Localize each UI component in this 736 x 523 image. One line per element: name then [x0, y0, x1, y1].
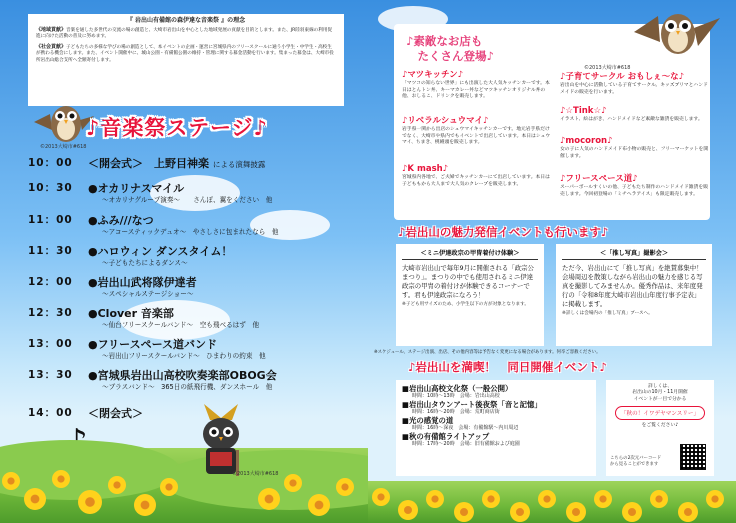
shop-name: ♪マツキッチン♪ [402, 70, 463, 80]
flower [24, 488, 46, 510]
schedule-time: 14：00 [28, 407, 73, 419]
shop-description: 「マツコの知らない世界」にも出演した大人気キッチンカーです。本日はとんトン丼、キーマカレー丼などマツキッチンオリジナル丼の他、おしるこ、ドリンクを販売します。 [402, 81, 550, 100]
monthly-badge: 「秋の！イワデヤマンスリー」 [615, 406, 705, 420]
shop-description: 宮城県内各地で、ご夫婦でキッチンカーにて出店しています。本日は子どももから大人まで大人気のクレープを販売します。 [402, 175, 550, 187]
flower [566, 502, 586, 522]
shop-name: ♪フリースペース道♪ [560, 174, 638, 184]
promo-text: 岩出山の10月・11月開催 [632, 390, 688, 396]
concept-box [28, 14, 344, 106]
shop-item [560, 70, 710, 96]
copyright-text: ©2013大崎市#618 [232, 471, 279, 477]
flower [622, 502, 642, 522]
schedule-performer: ＜開会式＞ 上野目神楽 による演舞披露 [88, 157, 266, 170]
flower [454, 502, 474, 522]
event-detail: 時間：10時～13時 会場：岩出山高校 [412, 393, 500, 399]
copyright-text: ©2013大崎市#618 [584, 65, 631, 71]
flower [308, 494, 330, 516]
event-detail: 時間：17時～20時 会場：旧有備館および庭園 [412, 441, 520, 447]
qr-code-icon[interactable] [680, 444, 706, 470]
flower [134, 494, 156, 516]
promo-text: イベントが一目で分かる [633, 396, 687, 402]
flower [284, 474, 302, 492]
schedule-time: 13：00 [28, 338, 73, 350]
shop-item [402, 164, 552, 188]
flower [706, 490, 724, 508]
shop-name: ♪mocoron♪ [560, 136, 613, 146]
shop-description: 女の子に人気のハンドメイド布小物の販売と、フリーマーケットを開催します。 [560, 147, 709, 159]
shop-description: スーパーボールすくいの他、子どもたち制作のハンドメイド雑貨を販売します。今回初登場の「ミチヘラアイス」も限定販売します。 [560, 185, 708, 197]
schedule-time: 13：30 [28, 369, 73, 381]
schedule-performer: ●Clover 音楽部 [88, 307, 174, 320]
photo-contest-box [556, 244, 712, 346]
event-name: ■秋の有備館ライトアップ [402, 432, 490, 441]
schedule-detail: ～オカリナグループ演奏～ さんぽ、翼をください 他 [102, 196, 273, 204]
same-day-events-box [396, 380, 596, 476]
shop-name: ♪子育てサークル おもしぇ～な♪ [560, 72, 685, 82]
schedule-time: 12：00 [28, 276, 73, 288]
flower [398, 500, 418, 520]
schedule-performer: ●ふみ///なつ [88, 214, 154, 227]
qr-caption: こちらの2次元バーコード から見ることができます [610, 456, 662, 467]
flower [108, 476, 126, 494]
society-heading: 《社会貢献》 [36, 43, 67, 50]
shop-name: ♪☆Tink☆♪ [560, 106, 607, 116]
schedule-time: 10：30 [28, 182, 73, 194]
flower [482, 490, 500, 508]
event-detail: 時間：16時～20時 会場：荒町商店街 [412, 409, 500, 415]
monthly-promo-box [606, 380, 714, 476]
schedule-performer: ●ハロウィン ダンスタイム！ [88, 245, 233, 258]
stage-title: ♪音楽祭ステージ♪ [86, 116, 268, 140]
box-body: 大崎市岩出山で毎年9月に開催される「政宗公まつり」。まつりの中でも使用されるミニ伊達政宗の甲冑の着付けが体験できるコーナーです。君も伊達政宗になろう！ [402, 264, 534, 299]
schedule-time: 12：30 [28, 307, 73, 319]
event-name: ■光の感覚の道 [402, 416, 454, 425]
box-note: ※子ども用サイズのため、小学生以下の方が対象となります。 [402, 302, 529, 307]
flower [510, 502, 530, 522]
shop-description: イラスト、絵はがき、ハンドメイドなど素敵な雑貨を販売します。 [560, 117, 703, 122]
flower [52, 470, 70, 488]
promo-text: 詳しくは、 [648, 384, 672, 389]
event-detail: 時間：16時～深夜 会場：有備館駅～内川周辺 [412, 425, 519, 431]
schedule-detail: ～岩出山フリースクールバンド～ ひまわりの約束 他 [102, 352, 266, 360]
schedule-performer: ●オカリナスマイル [88, 182, 185, 195]
concept-title: 『 岩出山有備館の森伊達な音楽祭 』の理念 [126, 17, 246, 24]
event-name: ■岩出山高校文化祭（一般公開） [402, 384, 513, 393]
schedule-time: 11：00 [28, 214, 73, 226]
shop-description: 岩出山を中心に活動している子育てサークル。キッズブリマとハンドメイドの販売を行います。 [560, 83, 708, 95]
shop-item [402, 68, 552, 101]
schedule-detail: ～アコースティックデュオ～ やさしさに包まれたなら 他 [102, 228, 279, 236]
community-heading: 《地域貢献》 [36, 26, 67, 33]
flower [678, 502, 698, 522]
shop-item [560, 172, 710, 198]
caution-note: ※スケジュール、ステージ出演、出店、その他内容等は予告なく変更になる場合があります。何卒ご容赦ください。 [374, 350, 601, 355]
schedule-performer: ＜閉会式＞ [88, 407, 143, 420]
shop-name: ♪リベラルシュウマイ♪ [402, 116, 489, 126]
community-text: 音楽を通した多世代の交流の場の創造と、大崎市岩出山を中心とした地域発展の貢献を目的とします。また、JR陸羽東線の利用促進に向けた活動の普及に努めます。 [36, 27, 333, 40]
schedule-detail: ～仙台フリースクールバンド～ 空も飛べるはず 他 [102, 321, 260, 329]
flower [2, 472, 20, 490]
flower [258, 488, 280, 510]
samurai-owl-illustration [186, 400, 256, 480]
owl-illustration [630, 2, 722, 62]
flower [160, 478, 178, 496]
schedule-performer: ●岩出山武将隊伊達者 [88, 276, 197, 289]
shop-item [560, 136, 710, 160]
box-heading: ＜「推し写真」撮影会＞ [562, 248, 706, 260]
shop-item [402, 114, 552, 147]
copyright-text: ©2013大崎市#618 [40, 144, 87, 150]
box-body: ただ今、岩出山にて「推し写真」を絶賛募集中！会場周辺を散策しながら岩出山の魅力を感じる写真を撮影してみませんか。優秀作品は、来年度発行の「令和8年度大崎市岩出山年度行事予定表」に掲載します。 [562, 264, 703, 308]
schedule-detail: ～スペシャルステージショー～ [102, 290, 194, 298]
schedule-performer: ●フリースペース道バンド [88, 338, 218, 351]
shop-description: 岩手県一関から出店のシュウマイキッチンカーです。地元岩手県だけでなく、大崎市や県内でもイベントで出店しています。本日はシュウマイ、ちまき、桃饅頭を販売します。 [402, 127, 551, 146]
flower [594, 490, 612, 508]
schedule-detail: ～子どもたちによるダンス～ [102, 259, 188, 267]
schedule-time: 10：00 [28, 157, 73, 169]
right-page [368, 0, 736, 523]
event-name: ■岩出山タウンアート後夜祭「音と記憶」 [402, 400, 542, 409]
box-note: ※詳しくは会場内の「推し写真」ブースへ。 [562, 311, 653, 316]
flower [372, 488, 390, 506]
flower [650, 490, 668, 508]
shops-title: ♪素敵なお店も たくさん登場♪ [406, 34, 494, 63]
armor-experience-box [396, 244, 544, 346]
shop-name: ♪K mash♪ [402, 164, 449, 174]
schedule-performer: ●宮城県岩出山高校吹奏楽部OBOG会 [88, 369, 277, 382]
flower [426, 490, 444, 508]
same-day-events-title: ♪岩出山を満喫！ 同日開催イベント♪ [408, 360, 607, 374]
schedule-detail: ～ブラスバンド～ 365日の紙飛行機、ダンスホール 他 [102, 383, 273, 391]
flower [538, 490, 556, 508]
promo-text: をご覧ください♪ [641, 423, 679, 429]
shop-item [560, 106, 710, 124]
info-events-title: ♪岩出山の魅力発信イベントも行います♪ [398, 225, 609, 239]
flower [336, 478, 354, 496]
flower [78, 490, 102, 514]
schedule-time: 11：30 [28, 245, 73, 257]
box-heading: ＜ミニ伊達政宗の甲冑着付け体験＞ [402, 248, 538, 260]
society-text: 子どもたちの多様な学びの場の創造として、本イベントの企画・運営に宮城県内のフリースクールに通う小学生・中学生・高校生が携わる機会にします。また、イベント開催中に、城山公園・有備館公園の維持・管理に関する募金活動を行います。集まった募金は、大崎市役所岩出山総合支所へ全額寄付します。 [36, 44, 334, 63]
